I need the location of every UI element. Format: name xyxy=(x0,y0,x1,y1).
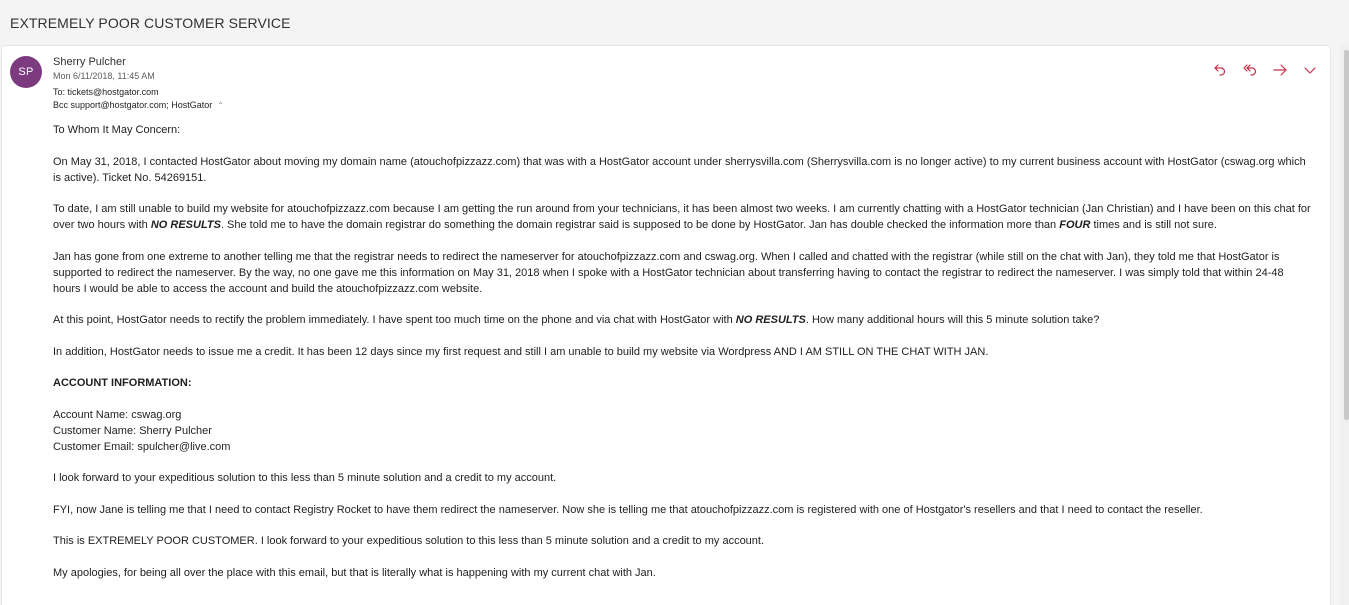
paragraph-5: In addition, HostGator needs to issue me a credit. It has been 12 days since my first request and still I am unable to build my website via Wordpress AND I AM STILL ON THE CHAT WITH JAN. xyxy=(53,345,989,358)
to-recipients[interactable]: To: tickets@hostgator.com xyxy=(53,87,159,97)
emphasis-no-results: NO RESULTS xyxy=(735,314,806,326)
account-heading-text: ACCOUNT INFORMATION: xyxy=(53,377,192,389)
greeting: To Whom It May Concern: xyxy=(53,124,181,136)
customer-name: Customer Name: Sherry Pulcher xyxy=(53,424,212,437)
text: times and is still not sure. xyxy=(1090,219,1217,231)
forward-icon xyxy=(1272,62,1288,78)
message-date: Mon 6/11/2018, 11:45 AM xyxy=(53,71,155,81)
email-subject: EXTREMELY POOR CUSTOMER SERVICE xyxy=(10,15,291,31)
emphasis-no-results: NO RESULTS xyxy=(150,219,221,231)
emphasis-four: FOUR xyxy=(1059,219,1091,231)
message-actions xyxy=(1210,60,1320,80)
text: At this point, HostGator needs to rectify the problem immediately. I have spent too much time on the phone and via chat with HostGator with xyxy=(53,314,736,326)
message-body xyxy=(53,122,1313,596)
reply-all-button[interactable] xyxy=(1240,60,1260,80)
paragraph-1: On May 31, 2018, I contacted HostGator about moving my domain name (atouchofpizzazz.com) that was with a HostGator account under sherrysvilla.com (Sherrysvilla.com is no longer active) to my current business account with HostGator (cswag.org which is active). Ticket No. 54269151. xyxy=(53,155,1306,184)
paragraph-9: My apologies, for being all over the place with this email, but that is literally what is happening with my current chat with Jan. xyxy=(53,566,656,579)
paragraph-2 xyxy=(53,201,1313,233)
text: To date, I am still unable to build my website for atouchofpizzazz.com because I am getting the run around from your technicians, it has been almost two weeks. I am currently chatting with a HostGator technician (Jan Christian) and I have been on this chat for over two hours with xyxy=(53,203,1311,231)
more-actions-button[interactable] xyxy=(1300,60,1320,80)
text: . How many additional hours will this 5 minute solution take? xyxy=(805,314,1100,326)
account-heading xyxy=(53,375,1313,391)
chevron-double-up-icon[interactable]: ⌃ xyxy=(217,100,224,110)
forward-button[interactable] xyxy=(1270,60,1290,80)
avatar[interactable]: SP xyxy=(10,56,42,88)
bcc-text[interactable]: Bcc support@hostgator.com; HostGator xyxy=(53,100,213,110)
chevron-down-icon xyxy=(1302,62,1318,78)
account-name: Account Name: cswag.org xyxy=(53,408,182,421)
paragraph-3: Jan has gone from one extreme to another telling me that the registrar needs to redirect the nameserver for atouchofpizzazz.com and cswag.org. When I called and chatted with the registrar (while still on the chat with Jan), they told me that HostGator is supported to redirect the nameserver. By the way, no one gave me this information on May 31, 2018 when I spoke with a HostGator technician about transferring having to contact the registrar to redirect the nameserver. I was simply told that within 24-48 hours I would be able to access the account and build the atouchofpizzazz.com website. xyxy=(53,250,1284,295)
reply-all-icon xyxy=(1242,62,1258,78)
subject-bar xyxy=(0,0,1349,45)
paragraph-8: This is EXTREMELY POOR CUSTOMER. I look forward to your expeditious solution to this less than 5 minute solution and a credit to my account. xyxy=(53,535,765,547)
paragraph-6: I look forward to your expeditious solution to this less than 5 minute solution and a credit to my account. xyxy=(53,472,557,484)
reply-button[interactable] xyxy=(1210,60,1230,80)
scrollbar-thumb[interactable] xyxy=(1344,50,1349,420)
paragraph-4 xyxy=(53,312,1313,328)
text: . She told me to have the domain registrar do something the domain registrar said is supposed to be done by HostGator. Jan has double checked the information more than xyxy=(220,219,1060,231)
paragraph-7: FYI, now Jane is telling me that I need to contact Registry Rocket to have them redirect the nameserver. Now she is telling me that atouchofpizzazz.com is registered with one of Hostgator's resellers and that I need to contact the reseller. xyxy=(53,503,1203,516)
reply-icon xyxy=(1212,62,1228,78)
customer-email: Customer Email: spulcher@live.com xyxy=(53,440,231,453)
bcc-recipients xyxy=(53,100,224,110)
sender-name[interactable]: Sherry Pulcher xyxy=(53,56,126,68)
